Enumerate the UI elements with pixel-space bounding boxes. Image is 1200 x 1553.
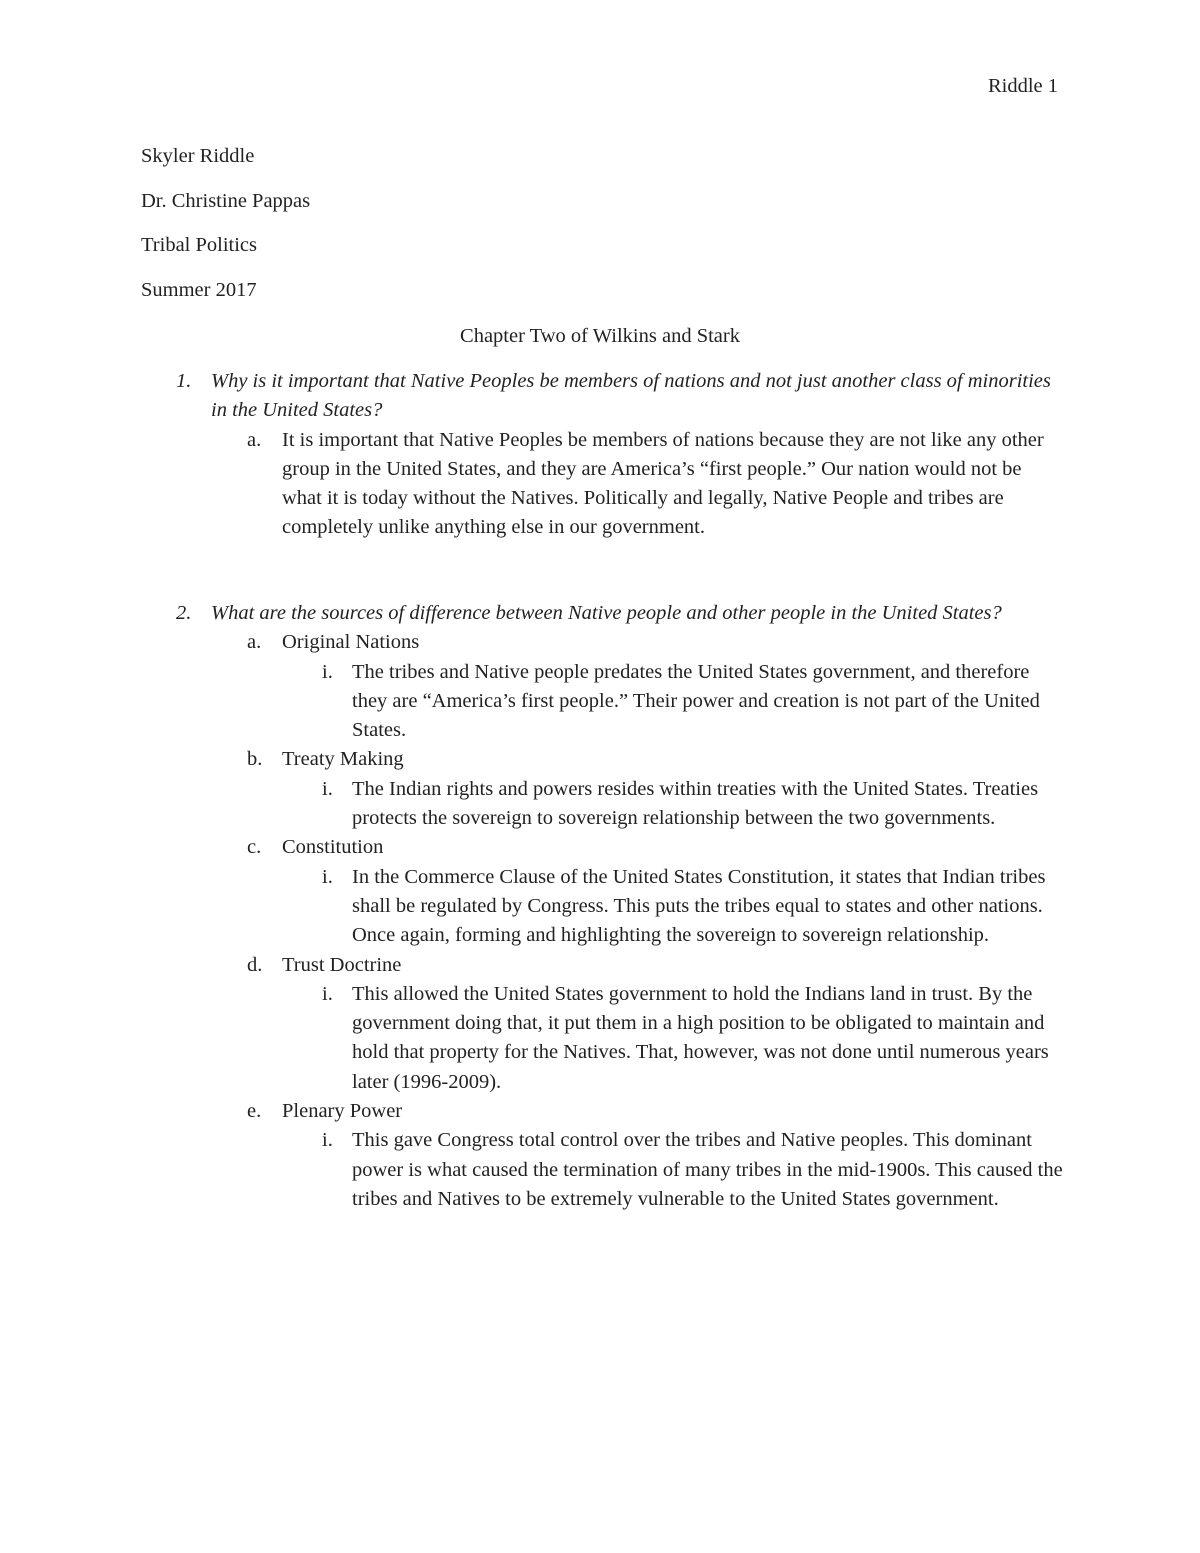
answer-item (141, 1097, 1066, 1126)
answer-item (141, 745, 1066, 774)
detail-text: In the Commerce Clause of the United States Constitution, it states that Indian tribes shall be regulated by Congress. This puts the tribes equal to states and other nations. Once again, forming and highlighting the sovereign to sovereign relationship. (352, 865, 1046, 947)
course-name: Tribal Politics (141, 234, 258, 256)
detail-item (141, 658, 1066, 746)
answer-marker: b. (247, 748, 263, 771)
author-name: Skyler Riddle (141, 145, 255, 167)
detail-item (141, 863, 1066, 951)
question (141, 599, 1066, 628)
question (141, 367, 1066, 426)
answer-text: Plenary Power (282, 1100, 403, 1123)
answer-marker: e. (247, 1100, 262, 1123)
page-header: Riddle 1 (987, 75, 1058, 97)
answer-text: Original Nations (282, 631, 420, 654)
mla-heading (141, 142, 310, 320)
answer-text: Trust Doctrine (282, 953, 402, 976)
detail-text: This allowed the United States government to hold the Indians land in trust. By the government doing that, it put them in a high position to be obligated to maintain and hold that property for the Natives. That, however, was not done until numerous years later (1996-2009). (352, 982, 1049, 1093)
detail-text: The tribes and Native people predates the United States government, and therefore they are “America’s first people.” Their power and creation is not part of the United States. (352, 660, 1040, 742)
detail-item (141, 775, 1066, 834)
question-number: 2. (176, 602, 192, 624)
document-title: Chapter Two of Wilkins and Stark (460, 325, 740, 347)
question-text: Why is it important that Native Peoples be members of nations and not just another class of minorities in the United States? (211, 370, 1051, 422)
detail-item (141, 980, 1066, 1097)
instructor-name: Dr. Christine Pappas (141, 189, 311, 212)
answer-marker: c. (247, 836, 262, 859)
detail-marker: i. (322, 1129, 333, 1152)
detail-text: This gave Congress total control over the tribes and Native peoples. This dominant power is what caused the termination of many tribes in the mid-1900s. This caused the tribes and Natives to be extremely vulnerable to the United States government. (352, 1129, 1063, 1210)
detail-marker: i. (322, 777, 333, 800)
question-item (141, 367, 1066, 543)
detail-text: The Indian rights and powers resides within treaties with the United States. Treaties protects the sovereign to sovereign relationship between the two governments. (352, 777, 1039, 830)
answer-text: It is important that Native Peoples be members of nations because they are not like any other group in the United States, and they are America’s “first people.” Our nation would not be what it is today without the Natives. Politically and legally, Native People and tribes are completely unlike anything else in our government. (282, 428, 1044, 539)
detail-marker: i. (322, 660, 333, 683)
answer-marker: a. (247, 428, 262, 451)
question-number: 1. (176, 370, 192, 392)
answer-item (141, 426, 1066, 543)
question-item (141, 599, 1066, 1214)
question-text: What are the sources of difference between Native people and other people in the United States? (211, 602, 1002, 624)
answer-text: Constitution (282, 836, 384, 859)
term: Summer 2017 (141, 278, 257, 301)
detail-item (141, 1126, 1066, 1214)
answer-item (141, 628, 1066, 657)
detail-marker: i. (322, 982, 333, 1005)
answer-marker: a. (247, 631, 262, 654)
answer-marker: d. (247, 953, 263, 976)
answer-text: Treaty Making (282, 748, 404, 771)
detail-marker: i. (322, 865, 333, 888)
answer-item (141, 833, 1066, 862)
answer-item (141, 951, 1066, 980)
